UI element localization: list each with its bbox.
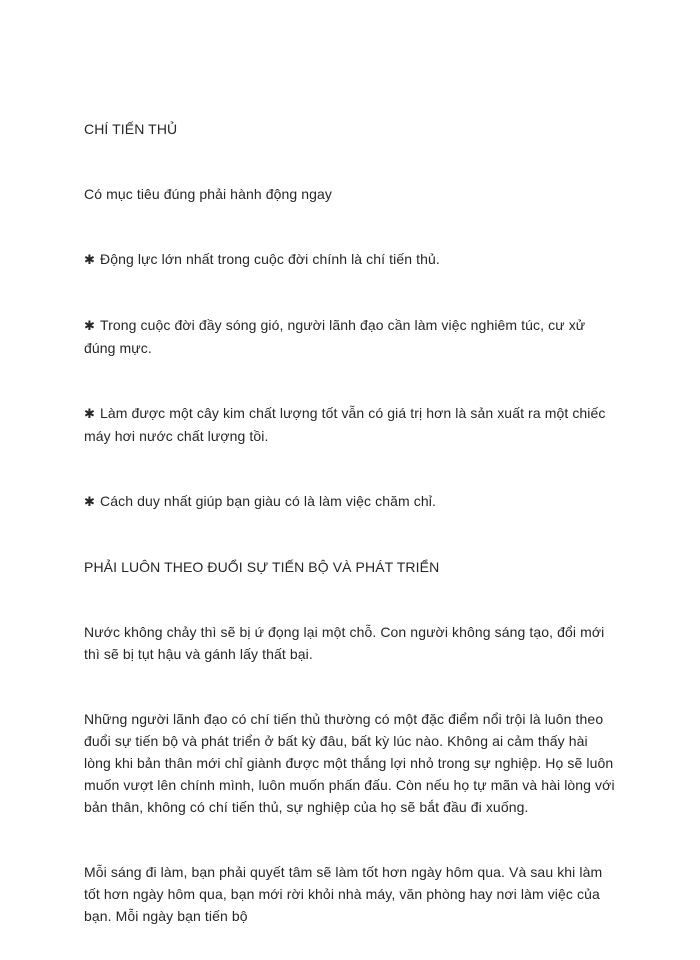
asterisk-bullet-icon: ✱ [84, 252, 95, 267]
quote-item [84, 314, 618, 359]
asterisk-bullet-icon: ✱ [84, 494, 95, 509]
asterisk-bullet-icon: ✱ [84, 318, 95, 333]
body-paragraph: Mỗi sáng đi làm, bạn phải quyết tâm sẽ làm tốt hơn ngày hôm qua. Và sau khi làm tốt hơn ngày hôm qua, bạn mới rời khỏi nhà máy, văn phòng hay nơi làm việc của bạn. Mỗi ngày bạn tiến bộ [84, 864, 603, 924]
quote-text: Cách duy nhất giúp bạn giàu có là làm việc chăm chỉ. [100, 493, 436, 509]
quote-text: Làm được một cây kim chất lượng tốt vẫn có giá trị hơn là sản xuất ra một chiếc máy hơi nước chất lượng tồi. [84, 405, 606, 444]
body-paragraph: Những người lãnh đạo có chí tiến thủ thường có một đặc điểm nổi trội là luôn theo đuổi sự tiến bộ và phát triển ở bất kỳ đâu, bất kỳ lúc nào. Không ai cảm thấy hài lòng khi bản thân mới chỉ giành được một thắng lợi nhỏ trong sự nghiệp. Họ sẽ luôn muốn vượt lên chính mình, luôn muốn phấn đấu. Còn nếu họ tự mãn và hài lòng với bản thân, không có chí tiến thủ, sự nghiệp của họ sẽ bắt đầu đi xuống. [84, 711, 615, 815]
quote-item [84, 248, 618, 271]
quote-text: Trong cuộc đời đầy sóng gió, người lãnh đạo cần làm việc nghiêm túc, cư xử đúng mực. [84, 317, 586, 356]
body-paragraph: Nước không chảy thì sẽ bị ứ đọng lại một chỗ. Con người không sáng tạo, đổi mới thì sẽ bị tụt hậu và gánh lấy thất bại. [84, 624, 605, 662]
quote-item [84, 402, 618, 447]
chapter-subtitle: Có mục tiêu đúng phải hành động ngay [84, 186, 333, 202]
section-heading: PHẢI LUÔN THEO ĐUỔI SỰ TIẾN BỘ VÀ PHÁT TRIỂN [84, 559, 440, 575]
quote-item [84, 490, 618, 513]
asterisk-bullet-icon: ✱ [84, 406, 95, 421]
chapter-title: CHÍ TIẾN THỦ [84, 121, 178, 137]
quote-text: Động lực lớn nhất trong cuộc đời chính là chí tiến thủ. [100, 251, 440, 267]
